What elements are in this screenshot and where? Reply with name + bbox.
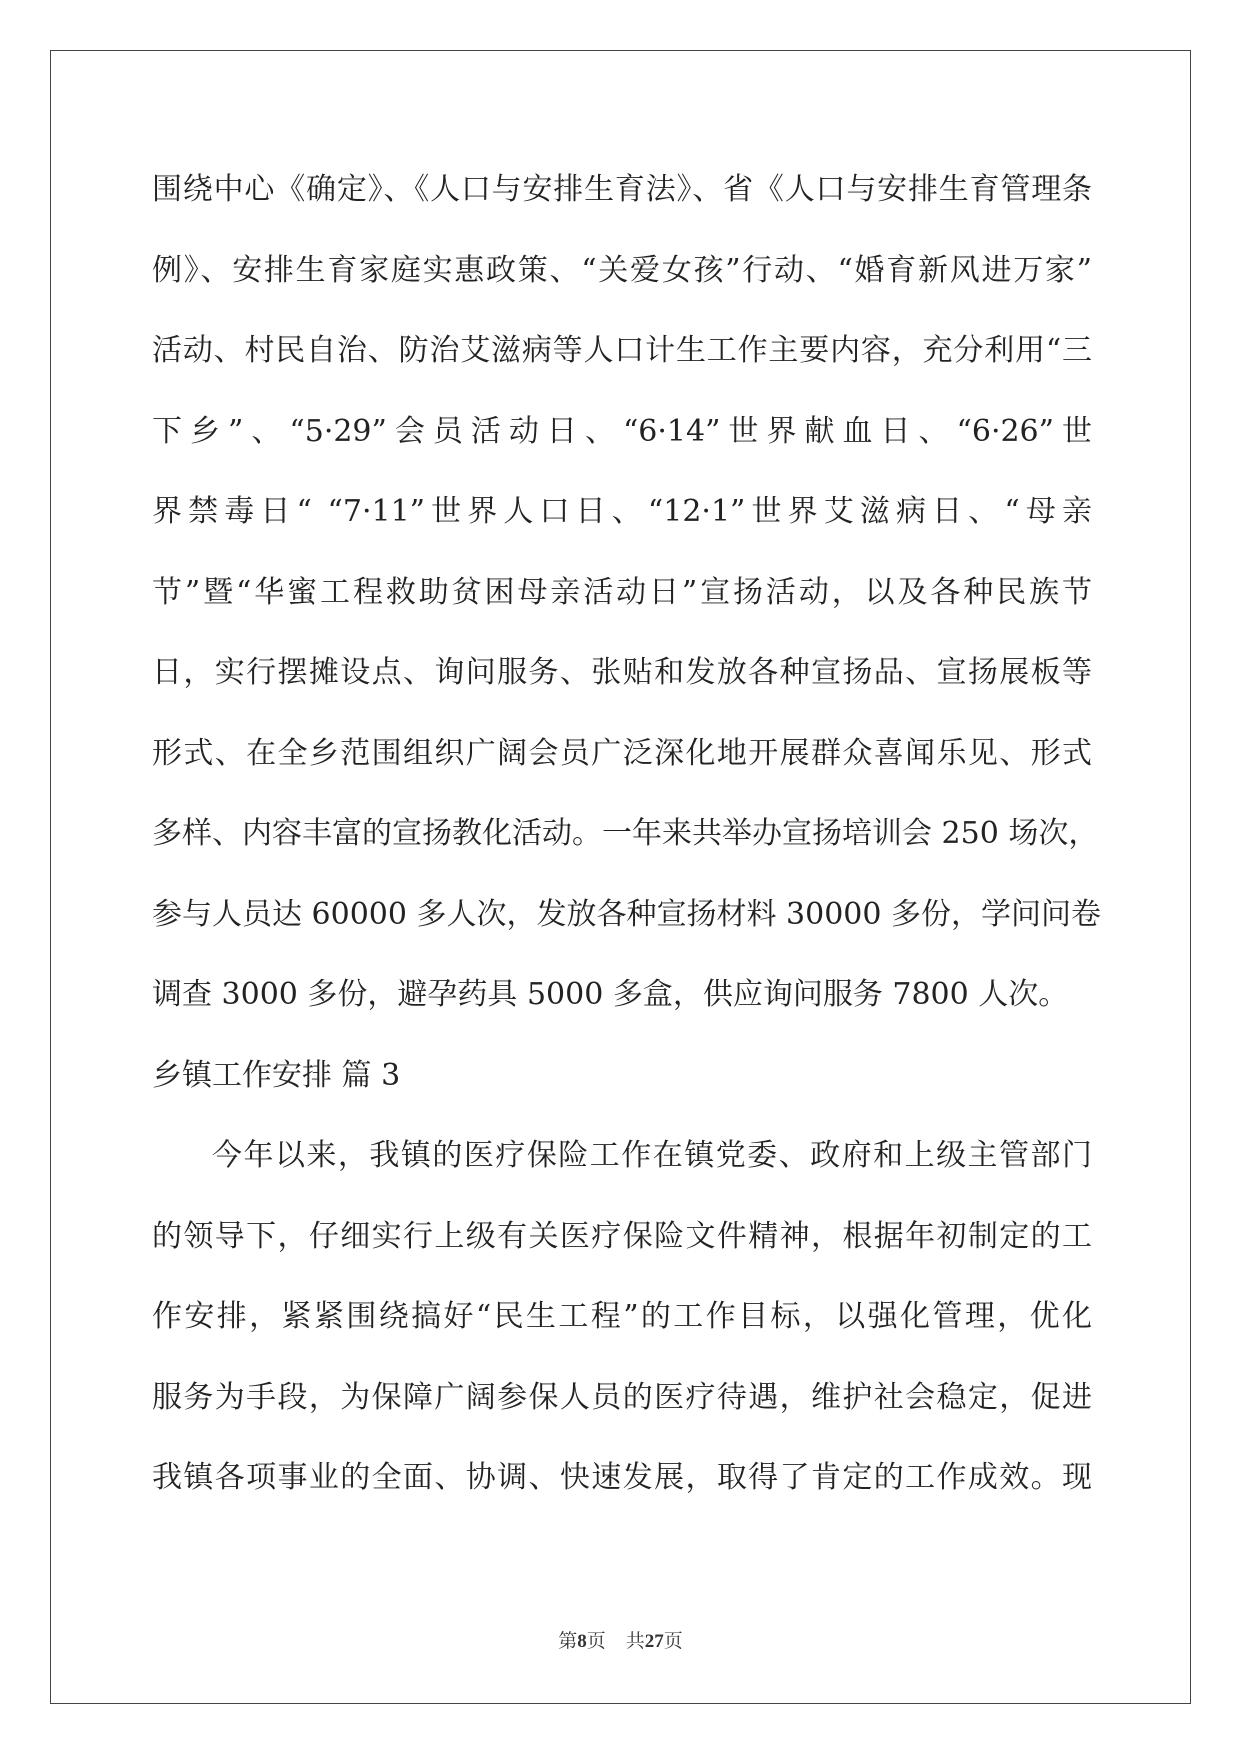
- text-line: 形式、在全乡范围组织广阔会员广泛深化地开展群众喜闻乐见、形式: [152, 735, 1092, 771]
- total-pages: 27: [644, 1631, 664, 1652]
- text-line: 例》、安排生育家庭实惠政策、“关爱女孩”行动、“婚育新风进万家”: [152, 252, 1092, 288]
- page-suffix: 页: [586, 1630, 606, 1652]
- text-line: 参与人员达 60000 多人次，发放各种宣扬材料 30000 多份，学问问卷: [152, 896, 1102, 932]
- page-number: 8: [577, 1631, 587, 1652]
- paragraph-1: [152, 150, 1102, 1036]
- section-heading: 乡镇工作安排 篇 3: [152, 1057, 401, 1093]
- text-line: 我镇各项事业的全面、协调、快速发展，取得了肯定的工作成效。现: [152, 1460, 1092, 1495]
- total-suffix: 页: [663, 1630, 683, 1652]
- page-footer: [0, 1626, 1241, 1653]
- text-line: 作安排，紧紧围绕搞好“民生工程”的工作目标，以强化管理，优化: [152, 1299, 1092, 1334]
- text-line: 的领导下，仔细实行上级有关医疗保险文件精神，根据年初制定的工: [152, 1218, 1092, 1254]
- page-prefix: 第: [558, 1630, 578, 1652]
- text-line: 下乡”、“5·29”会员活动日、“6·14”世界献血日、“6·26”世: [152, 413, 1092, 449]
- text-line: 多样、内容丰富的宣扬教化活动。一年来共举办宣扬培训会 250 场次，: [152, 816, 1099, 851]
- text-line: 围绕中心《确定》、《人口与安排生育法》、省《人口与安排生育管理条: [152, 172, 1092, 207]
- text-line: 今年以来，我镇的医疗保险工作在镇党委、政府和上级主管部门: [212, 1138, 1092, 1173]
- total-prefix: 共: [625, 1630, 645, 1652]
- text-line: 节”暨“华蜜工程救助贫困母亲活动日”宣扬活动，以及各种民族节: [152, 574, 1092, 610]
- text-line: 界禁毒日“ “7·11”世界人口日、“12·1”世界艾滋病日、“母亲: [152, 494, 1092, 529]
- paragraph-2: [152, 1116, 1092, 1519]
- text-line: 服务为手段，为保障广阔参保人员的医疗待遇，维护社会稳定，促进: [152, 1379, 1092, 1415]
- text-line: 调查 3000 多份，避孕药具 5000 多盒，供应询问服务 7800 人次。: [152, 977, 1069, 1012]
- text-line: 活动、村民自治、防治艾滋病等人口计生工作主要内容，充分利用“三: [152, 333, 1092, 368]
- text-line: 日，实行摆摊设点、询问服务、张贴和发放各种宣扬品、宣扬展板等: [152, 655, 1092, 690]
- document-body: [152, 150, 1102, 1519]
